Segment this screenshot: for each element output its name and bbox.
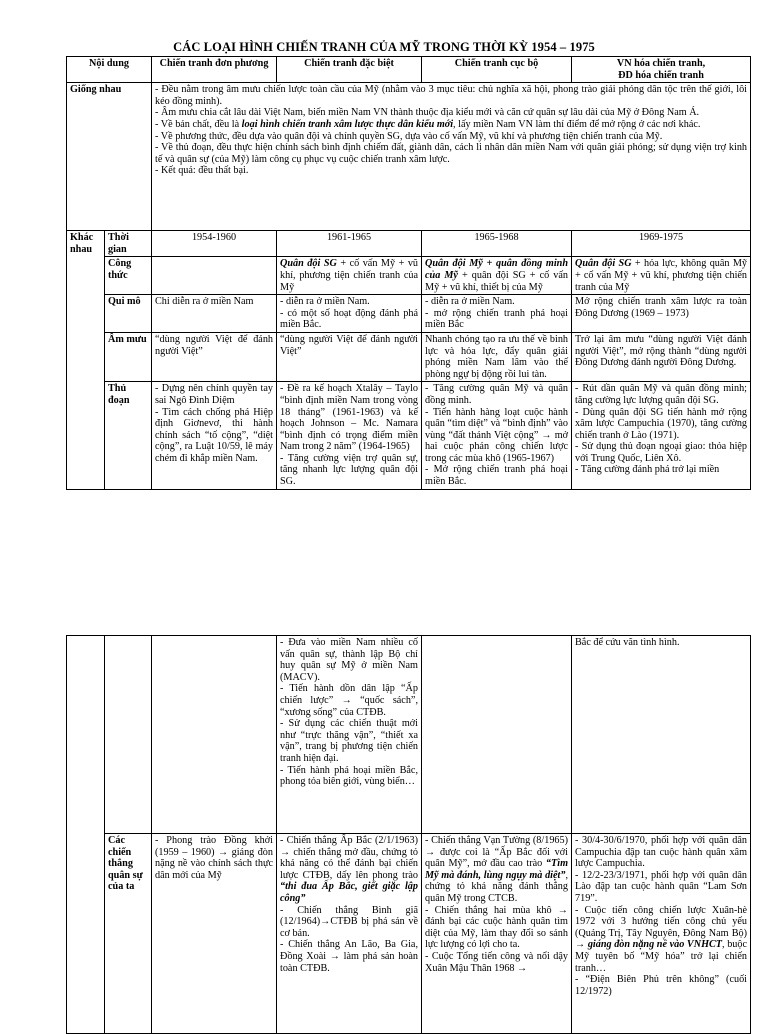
emphasis-text: loại hình chiến tranh xâm lược thực dân kiểu mới — [241, 118, 454, 130]
label-qui-mo: Qui mô — [105, 295, 152, 333]
cell-formula-c1 — [152, 257, 277, 295]
formula-bold: Quân đội SG — [575, 258, 632, 270]
victory-line: - Chiến thắng An Lão, Ba Gia, Đồng Xoài → làm phá sản hoàn toàn CTĐB. — [280, 939, 418, 974]
header-cuc-bo: Chiến tranh cục bộ — [422, 57, 572, 83]
cell-scale-c3 — [422, 295, 572, 333]
scale-line: - diễn ra ở miền Nam. — [280, 296, 370, 308]
cell-formula-c2 — [277, 257, 422, 295]
label-khac-nhau: Khác nhau — [67, 231, 105, 489]
tactic-line: - Sử dụng các chiến thuật mới như “trực thăng vận”, “thiết xa vận”, trang bị phương tiện chiến tranh hiện đại. — [280, 718, 418, 764]
cell-time-c1: 1954-1960 — [152, 231, 277, 257]
label-giong-nhau: Giống nhau — [67, 83, 152, 231]
scale-line: - mở rộng chiến tranh phá hoại miền Bắc — [425, 307, 569, 331]
tactic-line: - Tiến hành phá hoại miền Bắc, phong tỏa biên giới, vùng biển… — [280, 764, 418, 788]
label-am-muu: Âm mưu — [105, 332, 152, 381]
scale-line: - diễn ra ở miền Nam. — [425, 296, 515, 308]
cell-tactic-c2 — [277, 382, 422, 489]
cell-plot-c4: Trở lại âm mưu “dùng người Việt đánh người Việt”, mở rộng thành “dùng người Đông Dương đánh người Đông Dương. — [572, 332, 751, 381]
cell-tactic-c1 — [152, 382, 277, 489]
giong-nhau-line: - Kết quả: đều thất bại. — [155, 165, 249, 177]
text: - Chiến thắng Vạn Tường (8/1965) → được coi là “Ấp Bắc đối với quân Mỹ”, mở đầu cao trào — [425, 835, 568, 870]
header-row — [67, 57, 751, 83]
giong-nhau-line: - Âm mưu chia cắt lâu dài Việt Nam, biến miền Nam VN thành thuộc địa kiểu mới và căn cứ quân sự lâu dài của Mỹ ở Đông Nam Á. — [155, 107, 700, 119]
cell-time-c3: 1965-1968 — [422, 231, 572, 257]
victory-line — [575, 905, 747, 975]
cell-victory-c4 — [572, 834, 751, 1034]
tactic-line: - Rút dần quân Mỹ và quân đồng minh; tăng cường lực lượng quân đội SG. — [575, 383, 748, 406]
row-qui-mo — [67, 295, 751, 333]
giong-nhau-line: - Đều nằm trong âm mưu chiến lược toàn cầu của Mỹ (nhằm vào 3 mục tiêu: chủ nghĩa xã hội, phong trào giải phóng dân tộc trên thế giới, lôi kéo đồng minh). — [155, 84, 748, 107]
row-cong-thuc — [67, 257, 751, 295]
tactic-line: - Tìm cách chống phá Hiệp định Giơnevơ, thi hành chính sách “tố cộng”, “diệt cộng”, ra Luật 10/59, lê máy chém đi khắp miền Nam. — [155, 406, 274, 464]
formula-bold: Quân đội Mỹ + quân đồng minh của Mỹ — [425, 258, 569, 281]
tactic-line: - Đề ra kế hoạch Xtalây – Taylo “bình định miền Nam trong vòng 18 tháng” (1961-1963) và kế hoạch Johnson – Mc. Namara “bình định có trọng điểm miền Nam trong 2 năm” (1964-1965) — [280, 383, 419, 453]
header-vn-hoa-line2: ĐD hóa chiến tranh — [618, 69, 704, 81]
cell-formula-c4 — [572, 257, 751, 295]
comparison-table-part1 — [66, 56, 751, 490]
label-thang-loi: Các chiến thắng quân sự của ta — [105, 834, 152, 1034]
header-don-phuong: Chiến tranh đơn phương — [152, 57, 277, 83]
header-dac-biet: Chiến tranh đặc biệt — [277, 57, 422, 83]
cell-empty — [422, 636, 572, 834]
formula-rest: + hỏa lực, không quân Mỹ + cố vấn Mỹ + vũ khí, phương tiện chiến tranh của Mỹ — [575, 258, 748, 293]
cell-plot-c1: “dùng người Việt để đánh người Việt” — [152, 332, 277, 381]
cell-tactic-c4-cont: Bắc để cứu vãn tình hình. — [572, 636, 751, 834]
text: - Về bản chất, đều là — [155, 118, 242, 130]
text: - Cuộc tiến công chiến lược Xuân-hè 1972 với 3 hướng tiến công chủ yếu (Quảng Trị, Tây Nguyên, Đông Nam Bộ) → — [575, 904, 747, 951]
tactic-line: - Tiến hành dồn dân lập “Ấp chiến lược” → “quốc sách”, “xương sống” của CTĐB. — [280, 683, 418, 718]
row-continued — [67, 636, 751, 834]
victory-line: - Chiến thắng Bình giã (12/1964)→CTĐB bị phá sản về cơ bản. — [280, 904, 418, 939]
header-vn-hoa-line1: VN hóa chiến tranh, — [616, 58, 706, 69]
giong-nhau-line: - Về phương thức, đều dựa vào quân đội và chính quyền SG, dựa vào cố vấn Mỹ, vũ khí và phương tiện chiến tranh của Mỹ. — [155, 130, 663, 142]
text: , lấy miền Nam VN làm thí điểm để mở rộng ở các nơi khác. — [453, 118, 701, 130]
tactic-line: - Dùng quân đội SG tiến hành mở rộng xâm lược Campuchia (1970), tăng cường chiến tranh ở Lào (1971). — [575, 406, 748, 441]
cell-formula-c3 — [422, 257, 572, 295]
row-thang-loi — [67, 834, 751, 1034]
cell-tactic-c2-cont — [277, 636, 422, 834]
victory-line: - Chiến thắng hai mùa khô → đánh bại các cuộc hành quân tìm diệt của Mỹ, làm thay đổi so sánh lực lượng có lợi cho ta. — [425, 904, 568, 951]
cell-plot-c2: “dùng người Việt để đánh người Việt” — [277, 332, 422, 381]
cell-scale-c2 — [277, 295, 422, 333]
giong-nhau-line: - Về thủ đoạn, đều thực hiện chính sách bình định chiếm đất, giành dân, cách li nhân dân miền Nam với quân giải phóng; sử dụng viện trợ kinh tế và quân sự (của Mỹ) làm công cụ phục vụ cuộc chiến tranh xâm lược. — [155, 142, 748, 165]
victory-line: - “Điện Biên Phủ trên không” (cuối 12/1972) — [575, 974, 747, 997]
header-noi-dung: Nội dung — [67, 57, 152, 83]
text: , chứng tỏ khả năng đánh thắng quân Mỹ trong CTCB. — [425, 869, 568, 904]
tactic-line: - Mở rộng chiến tranh phá hoại miền Bắc. — [425, 464, 569, 488]
cell-tactic-c3 — [422, 382, 572, 489]
label-thoi-gian: Thời gian — [105, 231, 152, 257]
row-thoi-gian — [67, 231, 751, 257]
tactic-line: - Tăng cường viện trợ quân sự, tăng nhanh lực lượng quân đội SG. — [280, 452, 419, 488]
cell-victory-c1: - Phong trào Đồng khởi (1959 – 1960) → giáng đòn nặng nề vào chính sách thực dân mới của Mỹ — [152, 834, 277, 1034]
label-cong-thuc: Công thức — [105, 257, 152, 295]
tactic-line: - Dựng nên chính quyền tay sai Ngô Đình Diệm — [155, 383, 274, 406]
row-giong-nhau — [67, 83, 751, 231]
cell-empty-left — [67, 636, 105, 1034]
cell-empty — [105, 636, 152, 834]
formula-bold: Quân đội SG — [280, 258, 337, 270]
tactic-line: - Tăng cường đánh phá trở lại miền — [575, 464, 720, 476]
cell-scale-c4: Mở rộng chiến tranh xâm lược ra toàn Đông Dương (1969 – 1973) — [572, 295, 751, 333]
cell-time-c4: 1969-1975 — [572, 231, 751, 257]
cell-empty — [152, 636, 277, 834]
formula-rest: + quân đội SG + cố vấn Mỹ + vũ khí, thiết bị của Mỹ — [425, 269, 568, 293]
emphasis-text: giáng đòn nặng nề vào VNHCT — [587, 939, 723, 951]
cell-scale-c1: Chỉ diễn ra ở miền Nam — [152, 295, 277, 333]
label-thu-doan: Thủ đoạn — [105, 382, 152, 489]
victory-line: - Cuộc Tổng tiến công và nổi dậy Xuân Mậu Thân 1968 → — [425, 950, 568, 974]
cell-victory-c3 — [422, 834, 572, 1034]
page-title: CÁC LOẠI HÌNH CHIẾN TRANH CỦA MỸ TRONG THỜI KỲ 1954 – 1975 — [173, 40, 595, 54]
giong-nhau-line — [155, 119, 747, 131]
emphasis-text: “thi đua Ấp Bắc, giết giặc lập công” — [280, 881, 418, 904]
victory-line — [280, 835, 418, 905]
comparison-table-part2 — [66, 635, 751, 1034]
victory-line: - 12/2-23/3/1971, phối hợp với quân dân Lào đập tan cuộc hành quân “Lam Sơn 719”. — [575, 869, 747, 904]
header-vn-hoa — [572, 57, 751, 83]
text: , buộc Mỹ tuyên bố “Mỹ hóa” trở lại chiến tranh… — [575, 939, 747, 974]
cell-tactic-c4 — [572, 382, 751, 489]
cell-victory-c2 — [277, 834, 422, 1034]
scale-line: - có một số hoạt động đánh phá miền Bắc. — [280, 307, 419, 331]
victory-line: - 30/4-30/6/1970, phối hợp với quân dân Campuchia đập tan cuộc hành quân xâm lược Campuchia. — [575, 835, 747, 870]
victory-line — [425, 835, 568, 905]
emphasis-text: “Tìm Mỹ mà đánh, lùng ngụy mà diệt” — [425, 858, 568, 881]
cell-plot-c3: Nhanh chóng tạo ra ưu thế về binh lực và hỏa lực, đẩy quân giải phóng miền Nam lâm vào thế phòng ngự bị động rồi lui tàn. — [422, 332, 572, 381]
tactic-line: - Đưa vào miền Nam nhiều cố vấn quân sự, thành lập Bộ chỉ huy quân sự Mỹ ở miền Nam (MACV). — [280, 637, 418, 683]
row-am-muu — [67, 332, 751, 381]
tactic-line: - Sử dụng thủ đoạn ngoại giao: thỏa hiệp với Trung Quốc, Liên Xô. — [575, 441, 748, 464]
tactic-line: - Tiến hành hàng loạt cuộc hành quân “tìm diệt” và “bình định” vào vùng “đất thánh Việt cộng” → mở hai cuộc phản công chiến lược trong các mùa khô (1965-1967) — [425, 406, 569, 464]
cell-time-c2: 1961-1965 — [277, 231, 422, 257]
text: - Chiến thắng Ấp Bắc (2/1/1963) → chiến thắng mở đầu, chứng tỏ khả năng có thể đánh bại chiến lược CTĐB, dấy lên phong trào — [280, 835, 418, 881]
cell-giong-nhau — [152, 83, 751, 231]
row-thu-doan — [67, 382, 751, 489]
formula-rest: + cố vấn Mỹ + vũ khí, phương tiện chiến tranh của Mỹ — [280, 258, 419, 293]
tactic-line: - Tăng cường quân Mỹ và quân đồng minh. — [425, 383, 569, 406]
